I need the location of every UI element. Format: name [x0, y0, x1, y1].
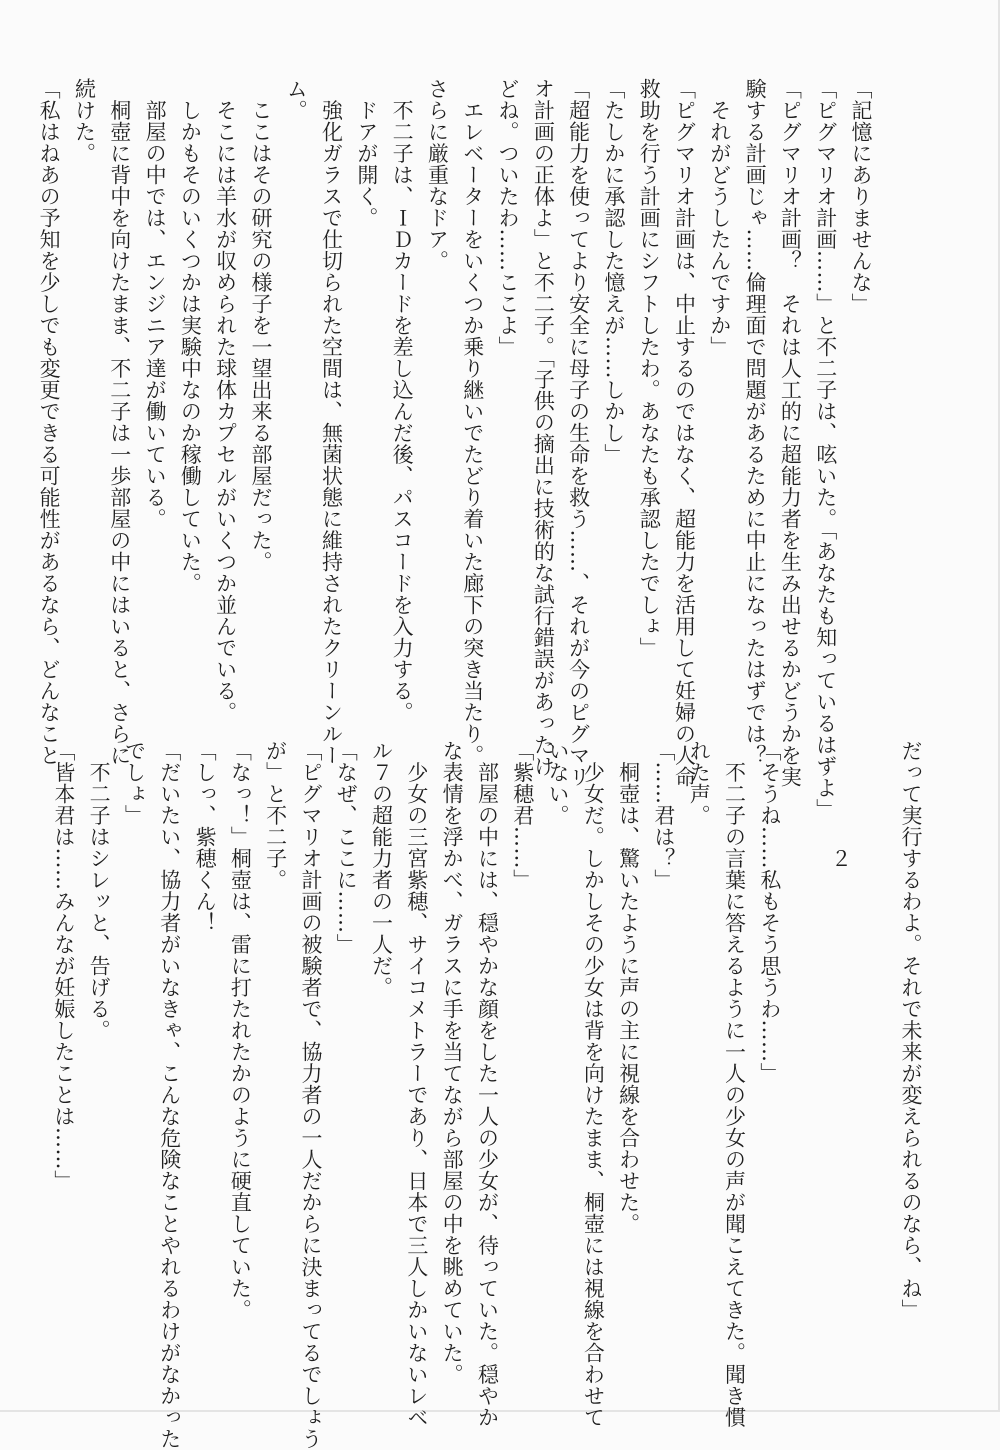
text-line: 「私はねあの予知を少しでも変更できる可能性があるなら、どんなこと	[37, 78, 62, 766]
text-line: 「記憶にありませんな」	[849, 78, 873, 315]
text-line: 「皆本君は……みんなが妊娠したことは……」	[51, 740, 76, 1192]
text-line: エレベーターをいくつか乗り継いでたどり着いた廊下の突き当たり。	[460, 78, 485, 766]
text-line: 「ピグマリオ計画の被験者で、協力者の一人だからに決まってるでしょう	[298, 740, 323, 1450]
text-line: いない。	[546, 740, 571, 826]
text-line: 「ピグマリオ計画は、中止するのではなく、超能力を活用して妊婦の人命	[672, 78, 697, 788]
text-line: オ計画の正体よ」と不二子。「子供の摘出に技術的な試行錯誤があったけ	[531, 78, 556, 777]
text-line: な表情を浮かべ、ガラスに手を当てながら部屋の中を眺めていた。	[440, 740, 465, 1385]
text-line: 救助を行う計画にシフトしたわ。あなたも承認したでしょ」	[637, 78, 662, 659]
text-line: 「しっ、紫穂くん！	[193, 740, 218, 934]
text-line: 強化ガラスで仕切られた空間は、無菌状態に維持されたクリーンルー	[319, 78, 344, 766]
text-line: 「そうね……私もそう思うわ……」	[757, 740, 782, 1084]
text-line: 不二子はシレッと、告げる。	[87, 740, 112, 1041]
text-line: ム。	[284, 78, 309, 121]
text-line: 「超能力を使ってより安全に母子の生命を救う……、それが今のピグマリ	[566, 78, 591, 788]
text-line: 「なぜ、ここに……」	[334, 740, 359, 955]
text-line: 「たしかに承認した憶えが……しかし」	[601, 78, 626, 465]
text-line: だって実行するわよ。それで未来が変えられるのなら、ね」	[899, 740, 923, 1321]
text-line	[857, 740, 892, 1340]
text-line: 「なっ！」桐壺は、雷に打たれたかのように硬直していた。	[228, 740, 253, 1321]
text-line: が」と不二子。	[263, 740, 288, 891]
text-line: 不二子の言葉に答えるように一人の少女の声が聞こえてきた。聞き慣	[722, 740, 747, 1428]
text-line: 桐壺に背中を向けたまま、不二子は一歩部屋の中にはいると、さらに	[107, 78, 132, 766]
text-line: 「……君は？」	[651, 740, 676, 891]
text-line: ２	[828, 740, 853, 869]
text-line: ドアが開く。	[354, 78, 379, 229]
text-line: 不二子は、ＩＤカードを差し込んだ後、パスコードを入力する。	[390, 78, 415, 723]
text-line: どね。ついたわ……ここよ」	[496, 78, 521, 358]
text-line: ここはその研究の様子を一望出来る部屋だった。	[248, 78, 273, 573]
text-line: 部屋の中では、エンジニア達が働いている。	[143, 78, 168, 530]
text-line: 少女の三宮紫穂、サイコメトラーであり、日本で三人しかいないレベ	[404, 740, 429, 1428]
text-line: 桐壺は、驚いたように声の主に視線を合わせた。	[616, 740, 641, 1235]
text-line: 「ピグマリオ計画？ それは人工的に超能力者を生み出せるかどうかを実	[778, 78, 803, 788]
text-line: 「ピグマリオ計画……」と不二子は、呟いた。「あなたも知っているはずよ」	[813, 78, 838, 820]
text-line	[787, 740, 822, 1340]
text-line: 「だいたい、協力者がいなきゃ、こんな危険なことやれるわけがなかった	[157, 740, 182, 1450]
text-line: 続けた。	[72, 78, 97, 164]
text-line: さらに厳重なドア。	[425, 78, 450, 272]
text-line: ル７の超能力者の一人だ。	[369, 740, 394, 998]
text-line: 少女だ。しかしその少女は背を向けたまま、桐壺には視線を合わせて	[581, 740, 606, 1428]
text-line: でしょ」	[122, 740, 147, 826]
text-line: そこには羊水が収められた球体カプセルがいくつか並んでいる。	[213, 78, 238, 723]
text-line: それがどうしたんですか」	[707, 78, 732, 358]
text-line: 「紫穂君……」	[510, 740, 535, 891]
bottom-text-block	[46, 740, 928, 1450]
text-line: 部屋の中には、穏やかな顔をした一人の少女が、待っていた。穏やか	[475, 740, 500, 1428]
text-line: れた声。	[687, 740, 712, 826]
text-line: 験する計画じゃ……倫理面で問題があるために中止になったはずでは？	[743, 78, 768, 766]
text-line: しかもそのいくつかは実験中なのか稼働していた。	[178, 78, 203, 594]
